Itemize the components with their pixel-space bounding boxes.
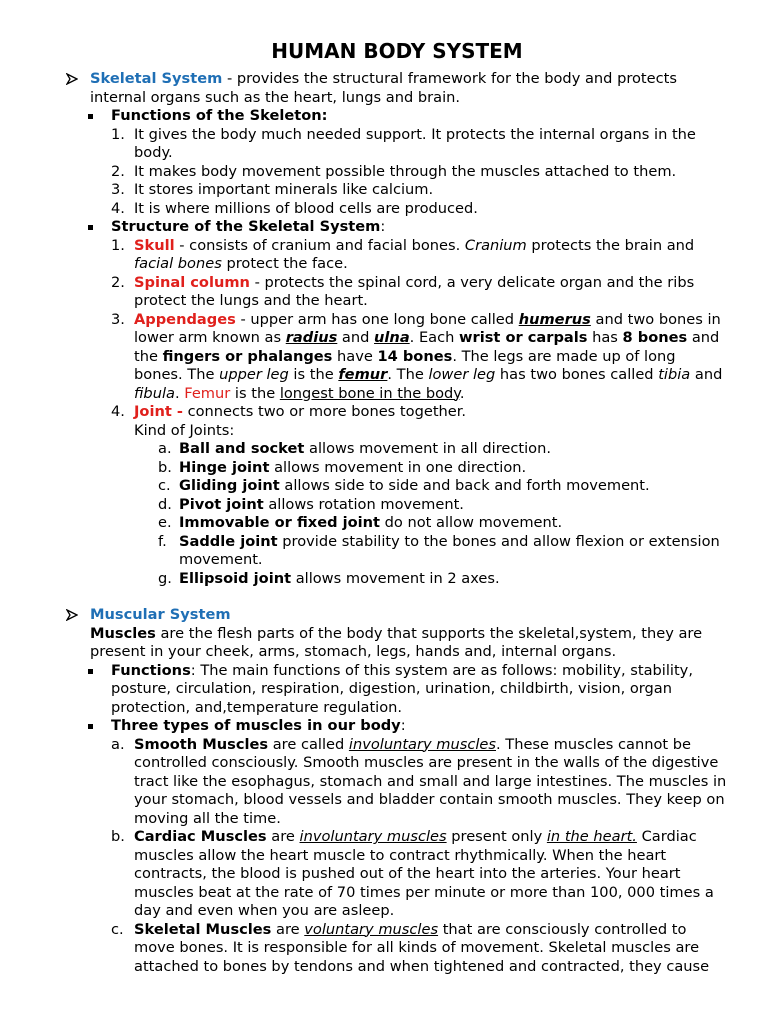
muscular-functions-item: Functions: The main functions of this system are as follows: mobility, stability, posture, circulation, respiration, digestion, urination, childbirth, vision, organ protection, and,temperature regulation. xyxy=(66,662,728,718)
list-item-skeletal-muscles: c. Skeletal Muscles are voluntary muscles that are consciously controlled to move bones. It is responsible for all kinds of movement. Skeletal muscles are attached to bones by tendons and when tightened and contracted, they cause xyxy=(111,920,710,975)
muscle-types-heading-item: Three types of muscles in our body: xyxy=(66,717,728,736)
section-skeletal xyxy=(66,70,728,107)
arrow-bullet-icon xyxy=(66,70,80,88)
list-item-cardiac-muscles: b. Cardiac Muscles are involuntary muscles present only in the heart. Cardiac muscles allow the heart muscle to contract rhythmically. When the heart contracts, the blood is pushed out of the heart into the arteries. Your heart muscles beat at the rate of 70 times per minute or more than 100, 000 times a day and even when you are asleep. xyxy=(111,828,714,919)
section-muscular xyxy=(66,606,728,625)
section-heading: Skeletal System xyxy=(90,70,223,87)
square-bullet-icon xyxy=(88,225,93,230)
muscular-intro: Muscles are the flesh parts of the body that supports the skeletal,system, they are present in your cheek, arms, stomach, legs, hands and, internal organs. xyxy=(90,624,703,660)
list-item: 2. It makes body movement possible through the muscles attached to them. xyxy=(111,162,677,180)
list-item-appendages: 3. Appendages - upper arm has one long bone called humerus and two bones in lower arm known as radius and ulna. Each wrist or carpals has 8 bones and the fingers or phalanges have 14 bones. The legs are made up of long bones. The upper leg is the femur. The lower leg has two bones called tibia and fibula. Femur is the longest bone in the body. xyxy=(111,310,723,402)
section-intro: - provides the structural framework for the body and protects internal organs such as the heart, lungs and brain. xyxy=(90,70,677,106)
list-item-spinal-column: 2. Spinal column - protects the spinal cord, a very delicate organ and the ribs protect the lungs and the heart. xyxy=(111,273,695,309)
list-item: c. Gliding joint allows side to side and back and forth movement. xyxy=(158,477,650,494)
section-heading: Muscular System xyxy=(90,606,231,623)
page-title: HUMAN BODY SYSTEM xyxy=(271,39,523,63)
list-item: 1. It gives the body much needed support. It protects the internal organs in the body. xyxy=(111,125,696,161)
functions-list xyxy=(66,126,728,219)
list-item: e. Immovable or fixed joint do not allow movement. xyxy=(158,514,563,531)
square-bullet-icon xyxy=(88,114,93,119)
functions-heading-item: Functions of the Skeleton: xyxy=(66,107,728,126)
list-item: g. Ellipsoid joint allows movement in 2 axes. xyxy=(158,569,500,587)
list-item-skull: 1. Skull - consists of cranium and facial bones. Cranium protects the brain and facial bones protect the face. xyxy=(111,236,695,272)
list-item: a. Ball and socket allows movement in all direction. xyxy=(158,440,551,457)
list-item: f. Saddle joint provide stability to the bones and allow flexion or extension movement. xyxy=(158,532,720,568)
list-item: 3. It stores important minerals like calcium. xyxy=(111,181,434,198)
square-bullet-icon xyxy=(88,724,93,729)
list-item-joint: 4. Joint - connects two or more bones together. xyxy=(111,403,467,420)
list-item-smooth-muscles: a. Smooth Muscles are called involuntary muscles. These muscles cannot be controlled consciously. Smooth muscles are present in the walls of the digestive tract like the esophagus, stomach and small and large intestines. The muscles in your stomach, blood vessels and bladder contain smooth muscles. They keep on moving all the time. xyxy=(111,735,727,827)
joints-list xyxy=(66,440,728,588)
list-item: 4. It is where millions of blood cells are produced. xyxy=(111,199,478,217)
kinds-of-joints-label: Kind of Joints: xyxy=(134,421,235,439)
square-bullet-icon xyxy=(88,669,93,674)
structure-heading-item: Structure of the Skeletal System: xyxy=(66,218,728,237)
list-item: b. Hinge joint allows movement in one direction. xyxy=(158,458,527,476)
list-item: d. Pivot joint allows rotation movement. xyxy=(158,495,464,513)
arrow-bullet-icon xyxy=(66,606,80,624)
